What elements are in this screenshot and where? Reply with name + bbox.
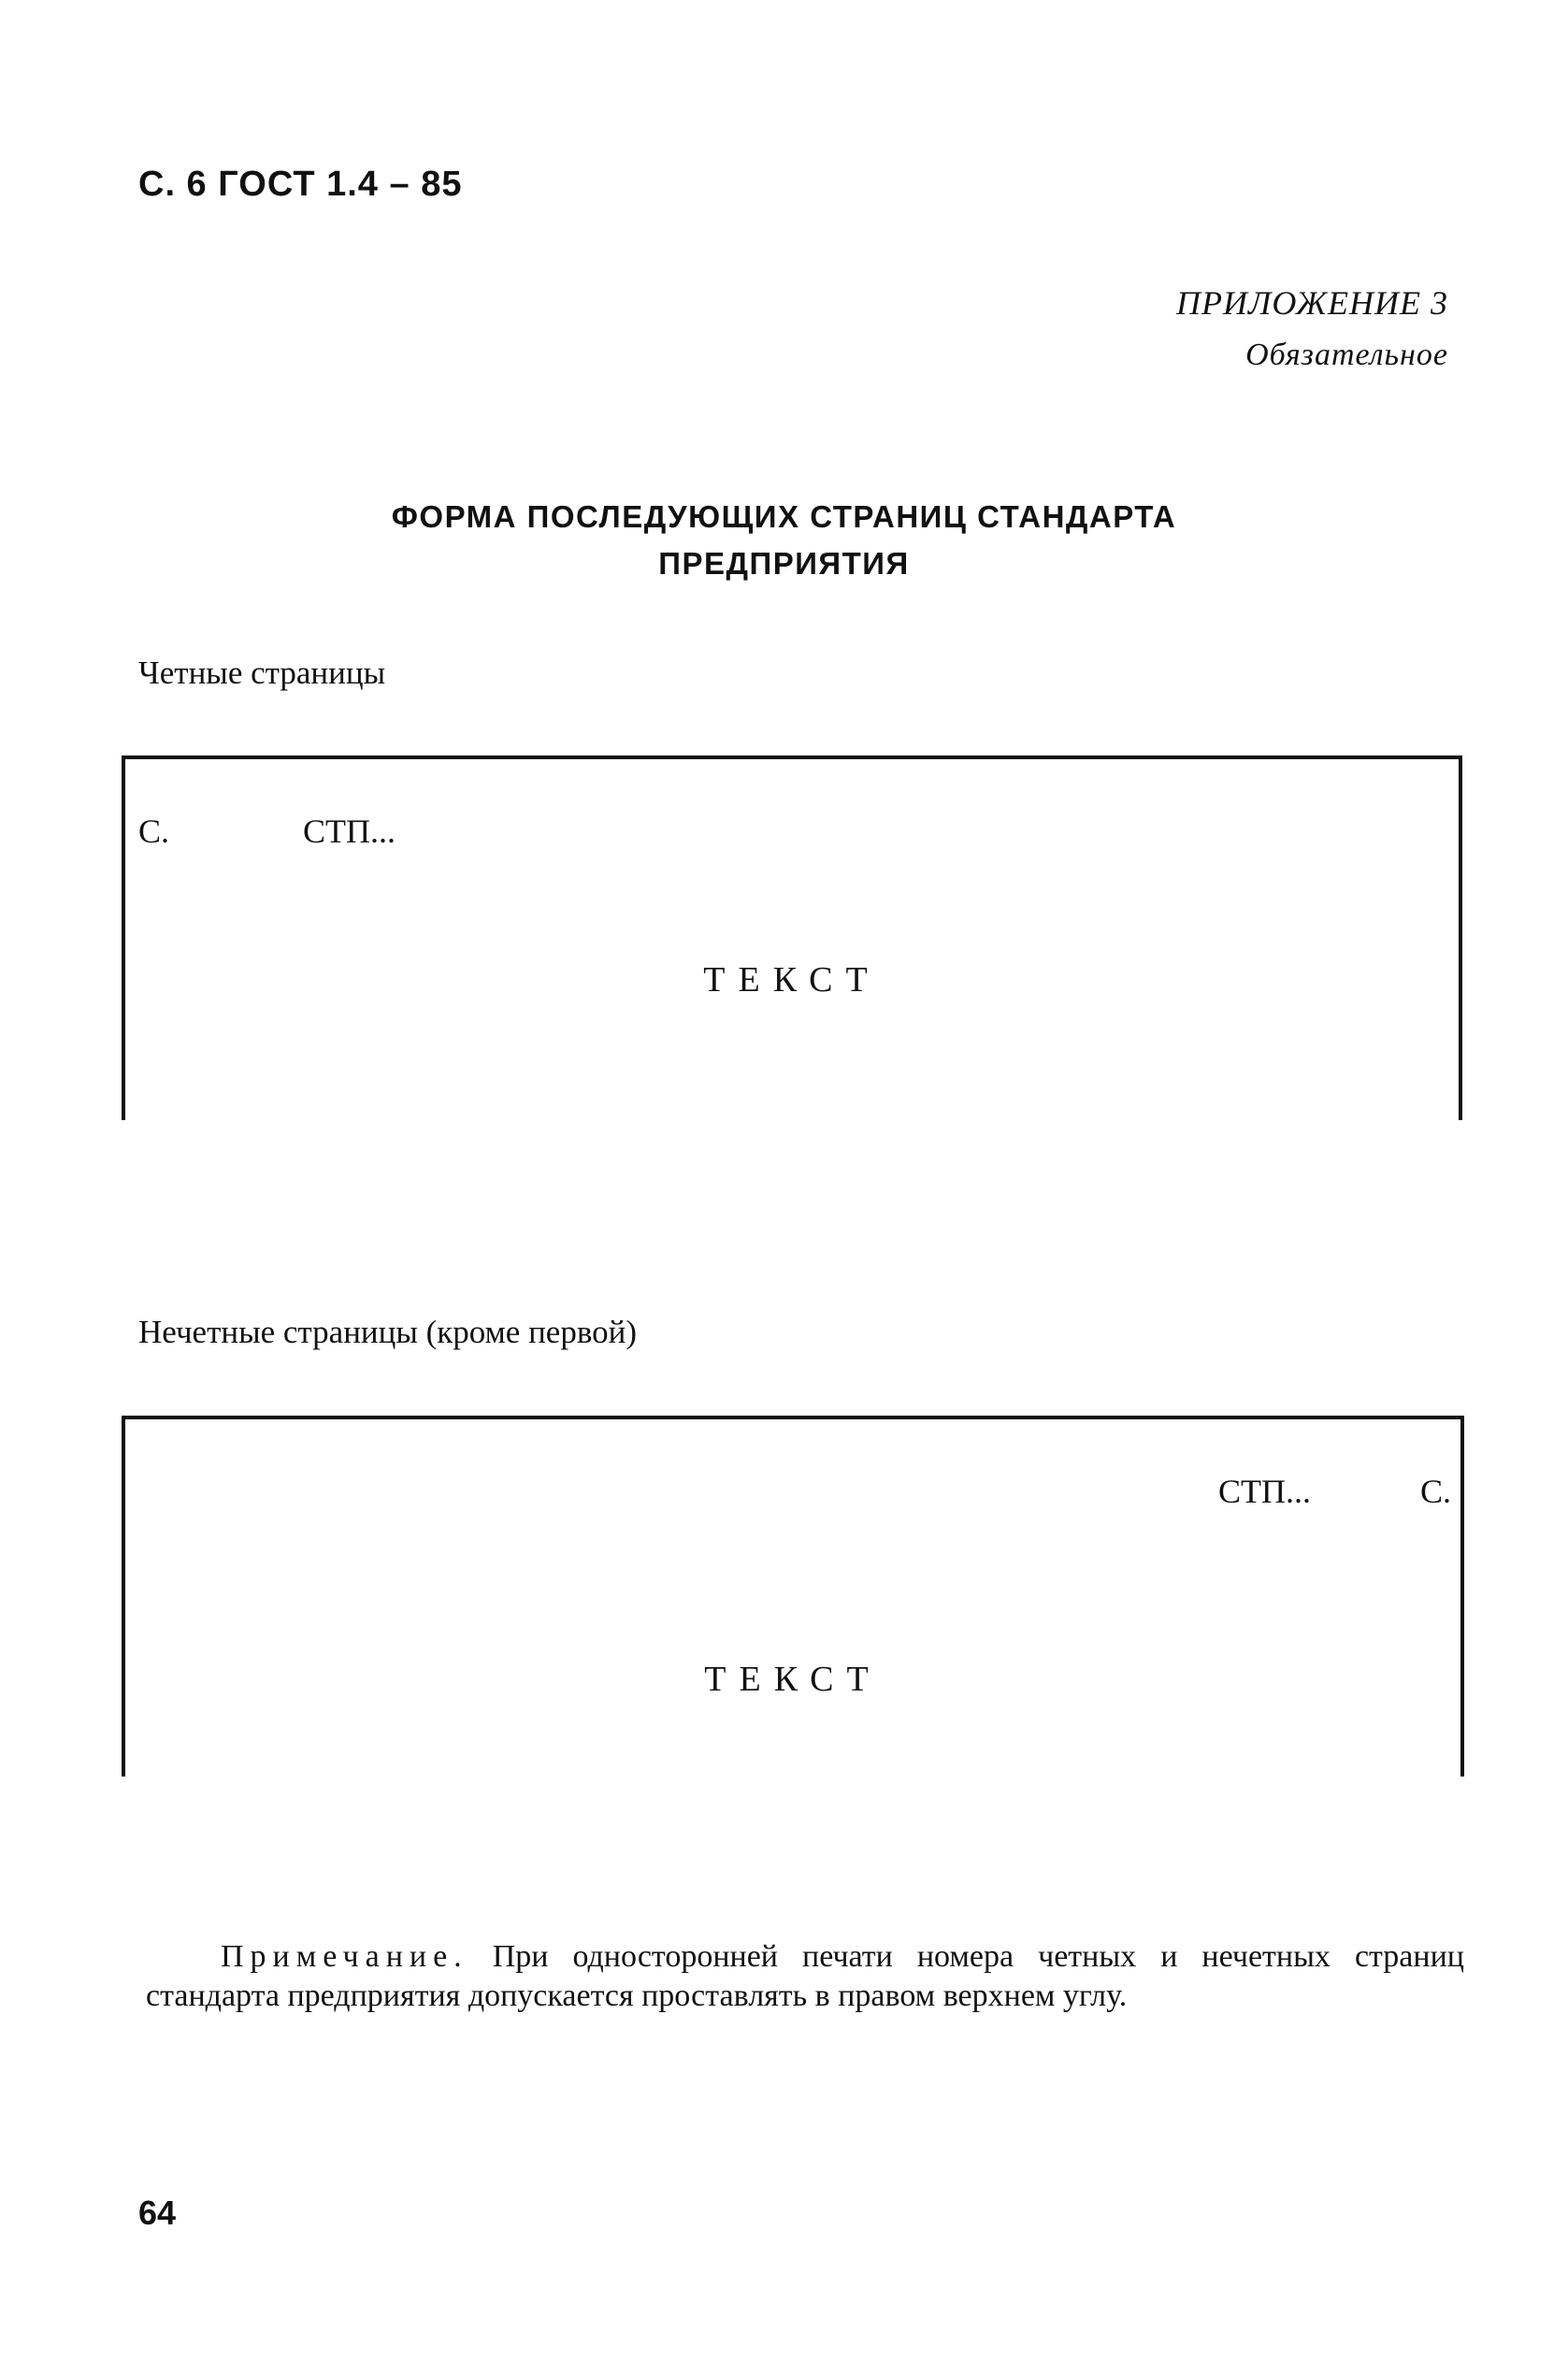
odd-pages-label: Нечетные страницы (кроме первой) [138, 1314, 638, 1350]
even-page-form-frame [122, 755, 1462, 1120]
appendix-title: ПРИЛОЖЕНИЕ 3 [1176, 284, 1448, 322]
even-page-number-marker: С. [138, 813, 170, 850]
appendix-block [1176, 277, 1448, 381]
form-title-line-1: ФОРМА ПОСЛЕДУЮЩИХ СТРАНИЦ СТАНДАРТА [391, 499, 1177, 534]
note-label: Примечание. [221, 1939, 468, 1974]
note-text: При односторонней печати номера четных и нечетных страниц стандарта предприятия допускается проставлять в правом верхнем углу. [146, 1939, 1464, 2013]
form-title-line-2: ПРЕДПРИЯТИЯ [658, 546, 910, 581]
even-document-code: СТП... [303, 813, 396, 850]
form-title [0, 494, 1568, 587]
running-header: С. 6 ГОСТ 1.4 – 85 [138, 165, 463, 204]
odd-page-number-marker: С. [1419, 1473, 1451, 1510]
even-pages-label: Четные страницы [138, 655, 386, 691]
odd-document-code: СТП... [1218, 1473, 1311, 1510]
page-number: 64 [138, 2194, 177, 2232]
even-body-text-placeholder: ТЕКСТ [703, 960, 881, 1000]
appendix-status: Обязательное [1245, 338, 1448, 372]
odd-body-text-placeholder: ТЕКСТ [704, 1660, 882, 1699]
odd-page-form-frame [122, 1416, 1464, 1777]
note-paragraph [146, 1937, 1464, 2016]
